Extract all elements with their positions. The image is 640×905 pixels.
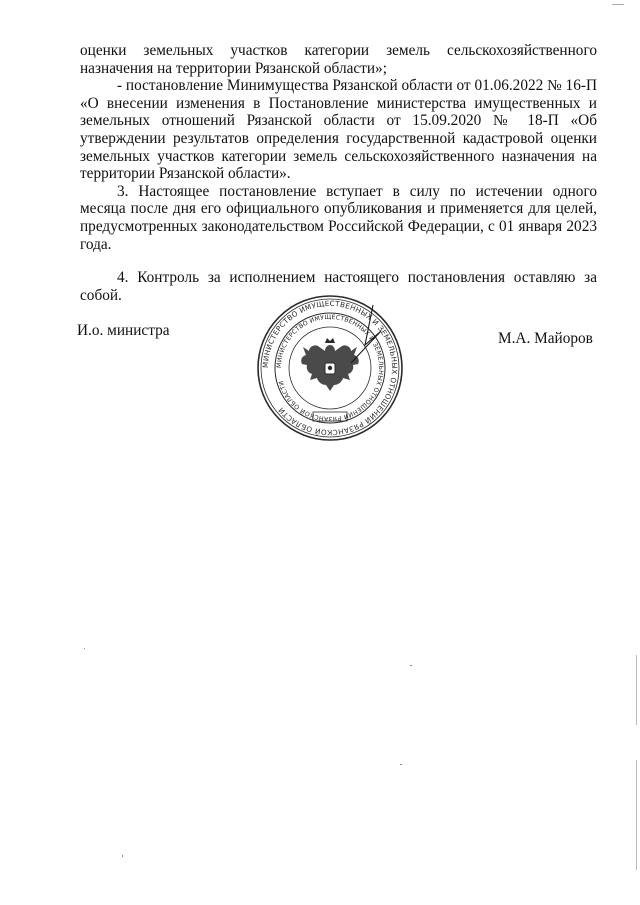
scan-speck — [400, 764, 402, 765]
signatory-name: М.А. Майоров — [498, 330, 593, 347]
scan-edge-mark — [612, 4, 624, 5]
scan-edge-mark — [636, 760, 637, 870]
paragraph-4-control: 4. Контроль за исполнением настоящего постановления оставляю за собой. — [80, 269, 597, 304]
paragraph-continuation: оценки земельных участков категории земель сельскохозяйственного назначения на территории Рязанской области»; — [80, 42, 597, 77]
seal-inner-text: МИНИСТЕРСТВО ИМУЩЕСТВЕННЫХ И ЗЕМЕЛЬНЫХ ОТНОШЕНИЙ РЯЗАНСКОЙ ОБЛАСТИ — [275, 313, 385, 423]
scan-edge-mark — [636, 655, 637, 725]
scan-speck — [410, 665, 412, 666]
official-seal-icon — [255, 293, 405, 443]
seal-outer-text: МИНИСТЕРСТВО ИМУЩЕСТВЕННЫХ И ЗЕМЕЛЬНЫХ ОТНОШЕНИЙ РЯЗАНСКОЙ ОБЛАСТИ — [260, 298, 400, 438]
coat-of-arms-icon — [301, 338, 359, 391]
signatory-position: И.о. министра — [77, 322, 170, 339]
paragraph-resolution-item: - постановление Минимущества Рязанской области от 01.06.2022 № 16-П «О внесении изменения в Постановление министерства имущественных и земельных отношений Рязанской области от 15.09.2020 № 18-П «Об утверждении результатов определения государственной кадастровой оценки земельных участков категории земель сельскохозяйственного назначения на территории Рязанской области». — [80, 77, 597, 183]
paragraph-3-entry-into-force: 3. Настоящее постановление вступает в силу по истечении одного месяца после дня его официального опубликования и применяется для целей, предусмотренных законодательством Российской Федерации, с 01 января 2023 года. — [80, 182, 597, 253]
scan-speck — [122, 855, 123, 857]
body-text — [80, 42, 597, 304]
scan-speck — [84, 648, 85, 649]
